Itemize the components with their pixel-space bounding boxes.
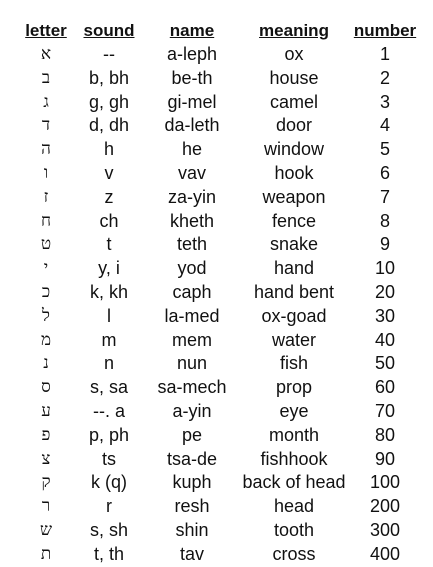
- number-cell: 30: [374, 305, 396, 326]
- letter-cell: ב: [41, 67, 51, 88]
- table-row: [20, 233, 420, 257]
- number-cell: 50: [374, 353, 396, 374]
- meaning-cell: fish: [279, 353, 308, 374]
- number-cell: 10: [374, 258, 396, 279]
- table-row: [20, 376, 420, 400]
- meaning-cell: hand bent: [253, 281, 335, 302]
- name-cell: a-yin: [172, 400, 212, 421]
- sound-cell: ch: [99, 210, 119, 231]
- meaning-cell: snake: [269, 234, 319, 255]
- meaning-cell: month: [268, 424, 320, 445]
- table-row: [20, 519, 420, 543]
- sound-cell: ts: [101, 448, 116, 469]
- sound-cell: p, ph: [88, 424, 130, 445]
- table-row: [20, 186, 420, 210]
- meaning-cell: fishhook: [260, 448, 328, 469]
- table-row: [20, 329, 420, 353]
- letter-cell: ע: [41, 400, 51, 421]
- letter-cell: ה: [41, 139, 51, 160]
- sound-cell: z: [104, 186, 114, 207]
- header-sound: sound: [83, 21, 135, 40]
- meaning-cell: tooth: [273, 519, 315, 540]
- name-cell: pe: [181, 424, 203, 445]
- table-row: [20, 495, 420, 519]
- header-letter: letter: [25, 21, 67, 40]
- sound-cell: l: [107, 305, 111, 326]
- name-cell: tsa-de: [166, 448, 218, 469]
- number-cell: 7: [379, 186, 390, 207]
- meaning-cell: back of head: [242, 472, 346, 493]
- number-cell: 200: [369, 496, 401, 517]
- number-cell: 8: [379, 210, 390, 231]
- letter-cell: ו: [43, 162, 49, 183]
- meaning-cell: prop: [275, 377, 313, 398]
- table-body: [20, 43, 420, 567]
- sound-cell: n: [103, 353, 114, 374]
- meaning-cell: window: [263, 139, 325, 160]
- letter-cell: ש: [39, 519, 53, 540]
- name-cell: resh: [174, 496, 210, 517]
- name-cell: la-med: [164, 305, 220, 326]
- number-cell: 5: [379, 139, 390, 160]
- name-cell: shin: [175, 519, 209, 540]
- meaning-cell: ox-goad: [261, 305, 327, 326]
- name-cell: he: [181, 139, 203, 160]
- sound-cell: v: [104, 162, 114, 183]
- letter-cell: נ: [43, 353, 49, 374]
- sound-cell: h: [103, 139, 114, 160]
- name-cell: gi-mel: [167, 91, 217, 112]
- name-cell: tav: [179, 543, 204, 564]
- letter-cell: כ: [41, 281, 51, 302]
- letter-cell: ט: [40, 234, 52, 255]
- number-cell: 1: [379, 44, 390, 64]
- name-cell: mem: [172, 329, 212, 350]
- sound-cell: t: [106, 234, 112, 255]
- letter-cell: ר: [41, 496, 51, 517]
- sound-cell: y, i: [98, 258, 120, 279]
- name-cell: caph: [172, 281, 212, 302]
- sound-cell: --: [103, 44, 115, 64]
- sound-cell: k (q): [91, 472, 127, 493]
- name-cell: be-th: [171, 67, 213, 88]
- letter-cell: א: [40, 44, 52, 64]
- meaning-cell: weapon: [262, 186, 326, 207]
- name-cell: kuph: [172, 472, 212, 493]
- sound-cell: --. a: [92, 400, 125, 421]
- letter-cell: ת: [40, 543, 52, 564]
- header-name: name: [169, 21, 215, 40]
- table-row: [20, 424, 420, 448]
- number-cell: 80: [374, 424, 396, 445]
- meaning-cell: fence: [271, 210, 317, 231]
- table-row: [20, 281, 420, 305]
- number-cell: 4: [379, 115, 390, 136]
- sound-cell: m: [101, 329, 117, 350]
- meaning-cell: house: [269, 67, 319, 88]
- name-cell: kheth: [169, 210, 215, 231]
- letter-cell: ק: [41, 472, 51, 493]
- meaning-cell: door: [275, 115, 313, 136]
- meaning-cell: hook: [274, 162, 314, 183]
- number-cell: 9: [379, 234, 390, 255]
- number-cell: 300: [369, 519, 401, 540]
- meaning-cell: water: [271, 329, 316, 350]
- sound-cell: t, th: [93, 543, 124, 564]
- name-cell: vav: [177, 162, 206, 183]
- table-row: [20, 400, 420, 424]
- number-cell: 70: [374, 400, 396, 421]
- table-row: [20, 67, 420, 91]
- letter-cell: מ: [40, 329, 52, 350]
- number-cell: 60: [374, 377, 396, 398]
- number-cell: 3: [379, 91, 390, 112]
- meaning-cell: hand: [273, 258, 315, 279]
- table-row: [20, 114, 420, 138]
- table-row: [20, 43, 420, 67]
- header-number: number: [353, 21, 417, 40]
- sound-cell: s, sa: [89, 377, 128, 398]
- name-cell: za-yin: [167, 186, 216, 207]
- table-row: [20, 162, 420, 186]
- name-cell: yod: [177, 258, 207, 279]
- table-row: [20, 305, 420, 329]
- letter-cell: ח: [40, 210, 52, 231]
- name-cell: a-leph: [166, 44, 218, 64]
- number-cell: 6: [379, 162, 390, 183]
- letter-cell: ג: [43, 91, 49, 112]
- number-cell: 40: [374, 329, 396, 350]
- number-cell: 400: [369, 543, 401, 564]
- sound-cell: s, sh: [89, 519, 128, 540]
- table-row: [20, 471, 420, 495]
- number-cell: 20: [374, 281, 396, 302]
- table-row: [20, 257, 420, 281]
- number-cell: 90: [374, 448, 396, 469]
- sound-cell: g, gh: [88, 91, 130, 112]
- table-row: [20, 138, 420, 162]
- sound-cell: k, kh: [89, 281, 128, 302]
- letter-cell: ס: [41, 377, 51, 398]
- name-cell: teth: [176, 234, 208, 255]
- letter-cell: צ: [41, 448, 51, 469]
- sound-cell: b, bh: [88, 67, 130, 88]
- letter-cell: ל: [42, 305, 50, 326]
- letter-cell: ז: [43, 186, 49, 207]
- letter-cell: י: [43, 258, 49, 279]
- table-row: [20, 448, 420, 472]
- meaning-cell: camel: [269, 91, 318, 112]
- meaning-cell: eye: [279, 400, 309, 421]
- number-cell: 2: [379, 67, 390, 88]
- meaning-cell: cross: [272, 543, 316, 564]
- meaning-cell: head: [273, 496, 315, 517]
- table-row: [20, 210, 420, 234]
- letter-cell: ד: [41, 115, 51, 136]
- name-cell: da-leth: [164, 115, 220, 136]
- hebrew-alphabet-table: [20, 19, 420, 567]
- sound-cell: r: [106, 496, 112, 517]
- table-row: [20, 543, 420, 567]
- header-meaning: meaning: [259, 21, 329, 40]
- name-cell: nun: [176, 353, 208, 374]
- name-cell: sa-mech: [157, 377, 227, 398]
- number-cell: 100: [369, 472, 401, 493]
- table-row: [20, 91, 420, 115]
- header-row: [20, 19, 420, 43]
- letter-cell: פ: [41, 424, 51, 445]
- table-row: [20, 352, 420, 376]
- sound-cell: d, dh: [88, 115, 130, 136]
- meaning-cell: ox: [284, 44, 304, 64]
